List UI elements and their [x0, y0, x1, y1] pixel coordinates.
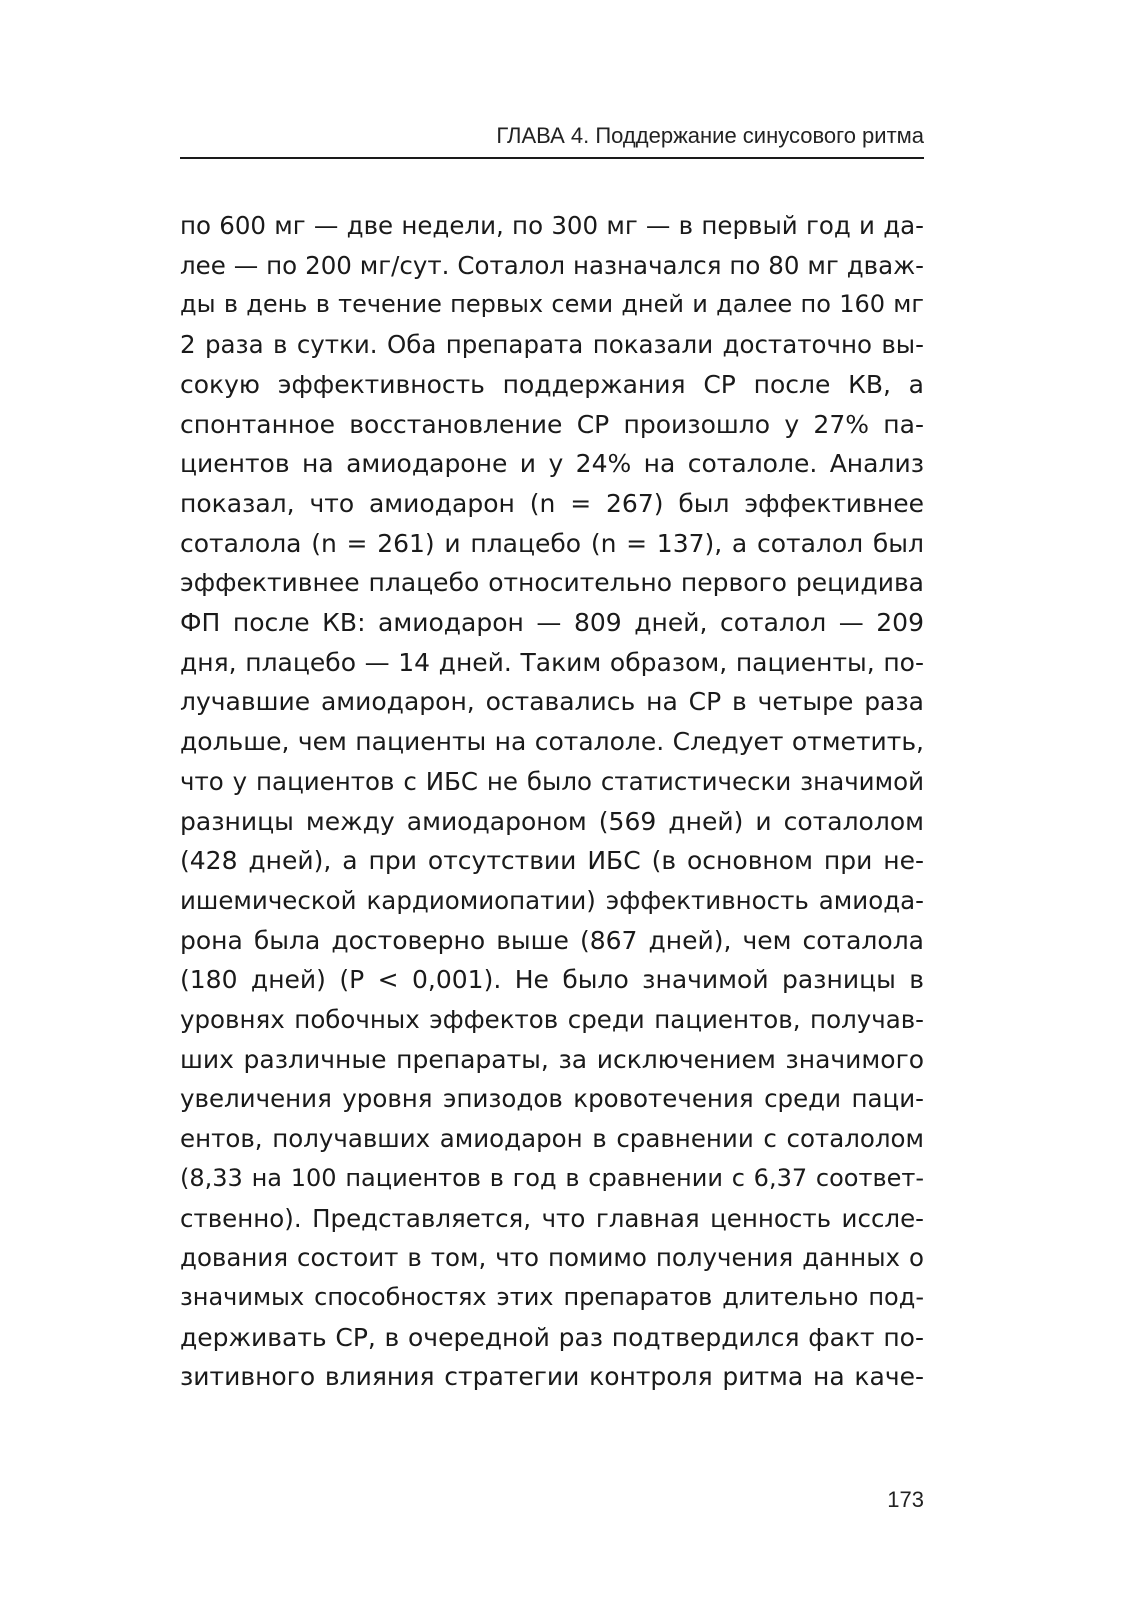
text-line: уровнях побочных эффектов среди пациентов, получав-	[180, 1005, 924, 1035]
text-line: ственно). Представляется, что главная ценность иссле-	[180, 1203, 924, 1233]
running-header: ГЛАВА 4. Поддержание синусового ритма	[496, 123, 924, 148]
text-line: ФП после КВ: амиодарон — 809 дней, соталол — 209	[180, 608, 924, 638]
text-line: соталола (n = 261) и плацебо (n = 137), а соталол был	[180, 528, 924, 558]
text-line: лее — по 200 мг/сут. Соталол назначался по 80 мг дваж-	[180, 250, 924, 280]
page-number: 173	[887, 1487, 924, 1512]
text-line: рона была достоверно выше (867 дней), чем соталола	[180, 925, 924, 955]
text-line: лучавшие амиодарон, оставались на СР в четыре раза	[180, 687, 924, 717]
text-line: увеличения уровня эпизодов кровотечения среди паци-	[180, 1084, 924, 1114]
text-line: зитивного влияния стратегии контроля ритма на каче-	[180, 1362, 924, 1392]
text-line: ды в день в течение первых семи дней и далее по 160 мг	[180, 290, 924, 319]
text-line: ших различные препараты, за исключением значимого	[180, 1044, 924, 1074]
text-line: сокую эффективность поддержания СР после КВ, а	[180, 369, 924, 399]
text-line: дования состоит в том, что помимо получения данных о	[180, 1243, 924, 1273]
text-line: циентов на амиодароне и у 24% на соталоле. Анализ	[180, 449, 924, 479]
text-line: держивать СР, в очередной раз подтвердился факт по-	[180, 1322, 924, 1352]
body-text	[180, 206, 924, 1397]
text-line: спонтанное восстановление СР произошло у 27% па-	[180, 409, 924, 439]
text-line: значимых способностях этих препаратов длительно под-	[180, 1282, 924, 1311]
text-line: разницы между амиодароном (569 дней) и соталолом	[180, 806, 924, 836]
text-line: дня, плацебо — 14 дней. Таким образом, пациенты, по-	[180, 647, 924, 677]
text-line: (8,33 на 100 пациентов в год в сравнении с 6,37 соответ-	[180, 1163, 924, 1192]
text-line: дольше, чем пациенты на соталоле. Следует отметить,	[180, 727, 924, 757]
text-line: (180 дней) (P < 0,001). Не было значимой разницы в	[180, 965, 924, 995]
text-line: 2 раза в сутки. Оба препарата показали достаточно вы-	[180, 330, 924, 360]
text-line: по 600 мг — две недели, по 300 мг — в первый год и да-	[180, 211, 924, 240]
text-line: эффективнее плацебо относительно первого рецидива	[180, 568, 924, 598]
text-line: показал, что амиодарон (n = 267) был эффективнее	[180, 488, 924, 518]
text-line: что у пациентов с ИБС не было статистически значимой	[180, 766, 924, 796]
text-line: ишемической кардиомиопатии) эффективность амиода-	[180, 885, 924, 915]
text-line: (428 дней), а при отсутствии ИБС (в основном при не-	[180, 846, 924, 876]
text-line: ентов, получавших амиодарон в сравнении с соталолом	[180, 1124, 924, 1154]
header-rule	[180, 157, 924, 159]
